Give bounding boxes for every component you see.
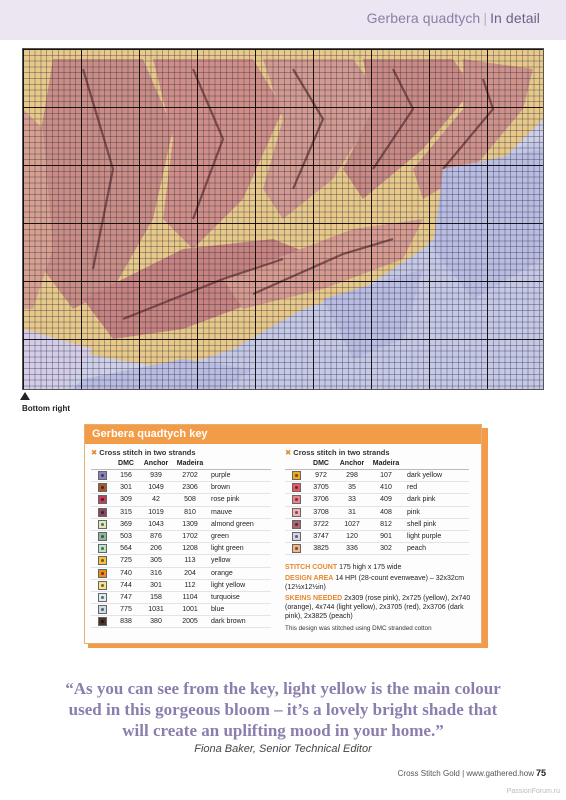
corner-marker-icon bbox=[20, 392, 30, 400]
madeira-code: 2005 bbox=[173, 616, 207, 628]
symbol-swatch-icon bbox=[98, 495, 107, 504]
key-row bbox=[91, 591, 271, 603]
dmc-code: 3708 bbox=[307, 506, 335, 518]
cross-icon: ✖ bbox=[285, 448, 292, 457]
dmc-code: 775 bbox=[113, 604, 139, 616]
chart-artwork bbox=[23, 49, 543, 389]
madeira-code: 410 bbox=[369, 482, 403, 494]
colour-name: brown bbox=[207, 482, 271, 494]
dmc-code: 744 bbox=[113, 579, 139, 591]
key-row bbox=[285, 494, 469, 506]
key-row bbox=[285, 543, 469, 555]
colour-name: peach bbox=[403, 543, 469, 555]
symbol-swatch-icon bbox=[98, 569, 107, 578]
header-section: In detail bbox=[490, 10, 540, 26]
anchor-code: 316 bbox=[139, 567, 173, 579]
key-left-heading: ✖ Cross stitch in two strands bbox=[91, 448, 196, 457]
anchor-code: 35 bbox=[335, 482, 369, 494]
symbol-swatch-icon bbox=[98, 471, 107, 480]
dmc-code: 3722 bbox=[307, 518, 335, 530]
colour-name: purple bbox=[207, 470, 271, 482]
madeira-code: 901 bbox=[369, 530, 403, 542]
key-row bbox=[91, 518, 271, 530]
cross-stitch-chart bbox=[22, 48, 544, 390]
anchor-code: 336 bbox=[335, 543, 369, 555]
madeira-code: 2306 bbox=[173, 482, 207, 494]
key-row bbox=[91, 470, 271, 482]
key-right-table bbox=[285, 458, 469, 555]
pull-quote: “As you can see from the key, light yellow is the main colour used in this gorgeous bloom – it’s a lovely bright shade that will create an uplifting mood in your home.” bbox=[65, 679, 501, 740]
header-separator: | bbox=[483, 10, 488, 26]
key-shadow-right bbox=[481, 428, 488, 648]
key-row bbox=[285, 470, 469, 482]
dmc-code: 564 bbox=[113, 543, 139, 555]
madeira-code: 810 bbox=[173, 506, 207, 518]
madeira-code: 1208 bbox=[173, 543, 207, 555]
key-row bbox=[91, 604, 271, 616]
madeira-code: 2702 bbox=[173, 470, 207, 482]
key-row bbox=[91, 567, 271, 579]
anchor-code: 1027 bbox=[335, 518, 369, 530]
key-row bbox=[91, 616, 271, 628]
madeira-code: 1104 bbox=[173, 591, 207, 603]
colour-name: rose pink bbox=[207, 494, 271, 506]
dmc-code: 301 bbox=[113, 482, 139, 494]
symbol-swatch-icon bbox=[98, 532, 107, 541]
symbol-swatch-icon bbox=[98, 520, 107, 529]
header-title: Gerbera quadtych bbox=[366, 10, 481, 26]
col-anchor: Anchor bbox=[139, 458, 173, 470]
colour-name: turquoise bbox=[207, 591, 271, 603]
key-title: Gerbera quadtych key bbox=[85, 425, 481, 444]
symbol-swatch-icon bbox=[292, 508, 301, 517]
symbol-swatch-icon bbox=[98, 605, 107, 614]
madeira-code: 107 bbox=[369, 470, 403, 482]
key-row bbox=[91, 482, 271, 494]
dmc-code: 156 bbox=[113, 470, 139, 482]
col-dmc: DMC bbox=[113, 458, 139, 470]
colour-name: red bbox=[403, 482, 469, 494]
dmc-code: 315 bbox=[113, 506, 139, 518]
colour-name: dark pink bbox=[403, 494, 469, 506]
quote-attribution: Fiona Baker, Senior Technical Editor bbox=[194, 743, 372, 755]
dmc-code: 369 bbox=[113, 518, 139, 530]
dmc-code: 3705 bbox=[307, 482, 335, 494]
anchor-code: 1019 bbox=[139, 506, 173, 518]
symbol-swatch-icon bbox=[292, 495, 301, 504]
key-right-column bbox=[285, 447, 477, 555]
anchor-code: 301 bbox=[139, 579, 173, 591]
symbol-swatch-icon bbox=[292, 520, 301, 529]
pattern-info bbox=[285, 563, 477, 635]
key-row bbox=[285, 530, 469, 542]
anchor-code: 31 bbox=[335, 506, 369, 518]
key-row bbox=[91, 555, 271, 567]
col-madeira: Madeira bbox=[173, 458, 207, 470]
madeira-code: 1001 bbox=[173, 604, 207, 616]
colour-name: almond green bbox=[207, 518, 271, 530]
anchor-code: 1043 bbox=[139, 518, 173, 530]
key-row bbox=[91, 494, 271, 506]
symbol-swatch-icon bbox=[292, 483, 301, 492]
colour-name: blue bbox=[207, 604, 271, 616]
skeins-needed: SKEINS NEEDED 2x309 (rose pink), 2x725 (yellow), 2x740 (orange), 4x744 (light yellow), 2x3705 (red), 2x3706 (dark pink), 2x3825 (peach) bbox=[285, 595, 471, 620]
dmc-code: 3706 bbox=[307, 494, 335, 506]
dmc-code: 3747 bbox=[307, 530, 335, 542]
key-row bbox=[285, 482, 469, 494]
symbol-swatch-icon bbox=[98, 617, 107, 626]
key-row bbox=[91, 579, 271, 591]
symbol-swatch-icon bbox=[98, 593, 107, 602]
colour-name: light yellow bbox=[207, 579, 271, 591]
colour-name: dark brown bbox=[207, 616, 271, 628]
symbol-swatch-icon bbox=[292, 532, 301, 541]
page-number: 75 bbox=[535, 768, 546, 778]
anchor-code: 1049 bbox=[139, 482, 173, 494]
colour-name: dark yellow bbox=[403, 470, 469, 482]
madeira-code: 408 bbox=[369, 506, 403, 518]
dmc-code: 838 bbox=[113, 616, 139, 628]
dmc-code: 309 bbox=[113, 494, 139, 506]
colour-name: orange bbox=[207, 567, 271, 579]
key-row bbox=[285, 518, 469, 530]
symbol-swatch-icon bbox=[98, 483, 107, 492]
madeira-code: 113 bbox=[173, 555, 207, 567]
col-anchor: Anchor bbox=[335, 458, 369, 470]
anchor-code: 206 bbox=[139, 543, 173, 555]
madeira-code: 812 bbox=[369, 518, 403, 530]
col-dmc: DMC bbox=[307, 458, 335, 470]
key-right-heading: ✖ Cross stitch in two strands bbox=[285, 448, 390, 457]
col-madeira: Madeira bbox=[369, 458, 403, 470]
anchor-code: 939 bbox=[139, 470, 173, 482]
colour-name: pink bbox=[403, 506, 469, 518]
key-left-table bbox=[91, 458, 271, 628]
key-row bbox=[91, 543, 271, 555]
anchor-code: 42 bbox=[139, 494, 173, 506]
madeira-code: 302 bbox=[369, 543, 403, 555]
thread-note: This design was stitched using DMC stranded cotton bbox=[285, 625, 432, 632]
anchor-code: 1031 bbox=[139, 604, 173, 616]
key-row bbox=[91, 530, 271, 542]
anchor-code: 876 bbox=[139, 530, 173, 542]
colour-name: light green bbox=[207, 543, 271, 555]
colour-name: light purple bbox=[403, 530, 469, 542]
anchor-code: 120 bbox=[335, 530, 369, 542]
symbol-swatch-icon bbox=[292, 471, 301, 480]
key-left-column bbox=[91, 447, 279, 628]
watermark: PassionForum.ru bbox=[506, 788, 560, 795]
cross-icon: ✖ bbox=[91, 448, 98, 457]
footer-text: Cross Stitch Gold | www.gathered.how bbox=[397, 769, 534, 778]
key-row bbox=[285, 506, 469, 518]
design-area: DESIGN AREA 14 HPI (28-count evenweave) – 32x32cm (12½x12½in) bbox=[285, 575, 465, 591]
page-footer bbox=[398, 768, 546, 778]
madeira-code: 508 bbox=[173, 494, 207, 506]
colour-key-panel bbox=[84, 424, 482, 644]
chart-caption: Bottom right bbox=[22, 404, 70, 413]
madeira-code: 409 bbox=[369, 494, 403, 506]
madeira-code: 1309 bbox=[173, 518, 207, 530]
madeira-code: 1702 bbox=[173, 530, 207, 542]
symbol-swatch-icon bbox=[98, 581, 107, 590]
colour-name: green bbox=[207, 530, 271, 542]
colour-name: shell pink bbox=[403, 518, 469, 530]
anchor-code: 298 bbox=[335, 470, 369, 482]
dmc-code: 740 bbox=[113, 567, 139, 579]
running-header bbox=[367, 10, 540, 26]
stitch-count: STITCH COUNT 175 high x 175 wide bbox=[285, 564, 402, 571]
anchor-code: 380 bbox=[139, 616, 173, 628]
dmc-code: 972 bbox=[307, 470, 335, 482]
dmc-code: 503 bbox=[113, 530, 139, 542]
symbol-swatch-icon bbox=[98, 508, 107, 517]
dmc-code: 3825 bbox=[307, 543, 335, 555]
key-row bbox=[91, 506, 271, 518]
symbol-swatch-icon bbox=[292, 544, 301, 553]
colour-name: yellow bbox=[207, 555, 271, 567]
madeira-code: 112 bbox=[173, 579, 207, 591]
anchor-code: 158 bbox=[139, 591, 173, 603]
madeira-code: 204 bbox=[173, 567, 207, 579]
colour-name: mauve bbox=[207, 506, 271, 518]
symbol-swatch-icon bbox=[98, 544, 107, 553]
dmc-code: 725 bbox=[113, 555, 139, 567]
symbol-swatch-icon bbox=[98, 556, 107, 565]
dmc-code: 747 bbox=[113, 591, 139, 603]
anchor-code: 305 bbox=[139, 555, 173, 567]
anchor-code: 33 bbox=[335, 494, 369, 506]
